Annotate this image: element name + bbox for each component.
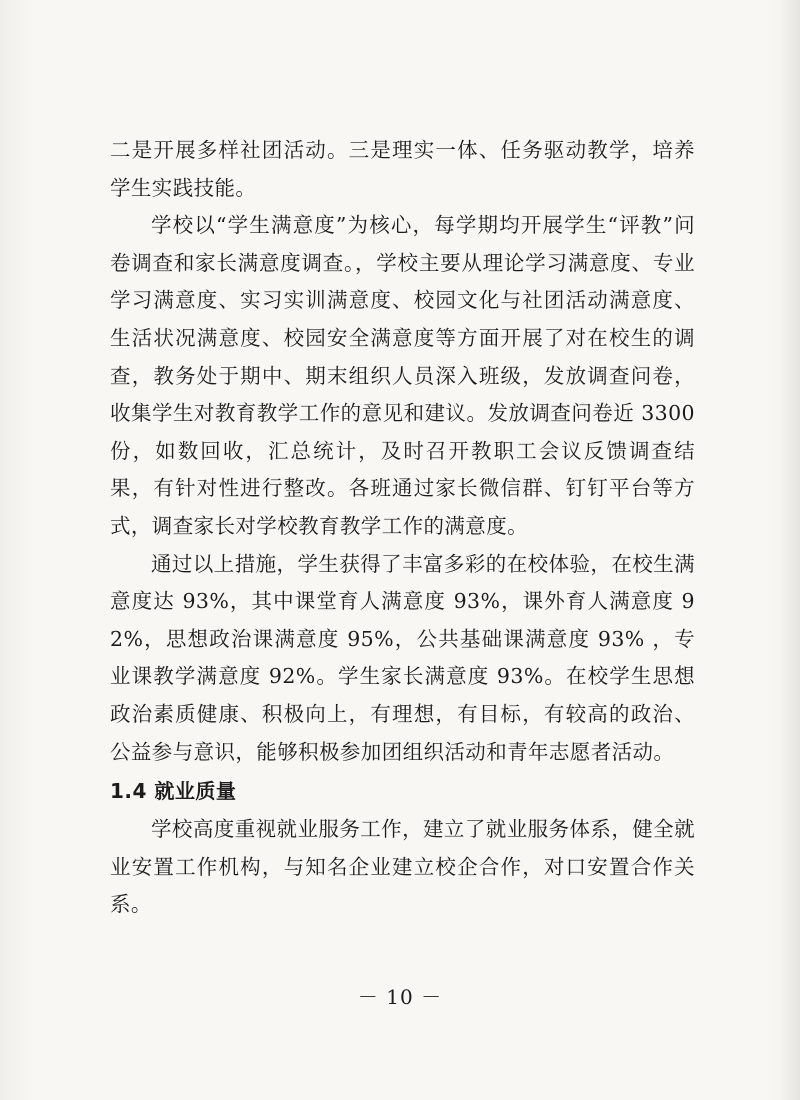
page-number: － 10 －: [357, 985, 443, 1009]
page-edge-shadow: [782, 0, 800, 1100]
document-body: [110, 132, 695, 924]
paragraph-2: 学校以“学生满意度”为核心，每学期均开展学生“评教”问卷调查和家长满意度调查。，学校主要从理论学习满意度、专业学习满意度、实习实训满意度、校园文化与社团活动满意度、生活状况满意度、校园安全满意度等方面开展了对在校生的调查，教务处于期中、期末组织人员深入班级，发放调查问卷，收集学生对教育教学工作的意见和建议。发放调查问卷近 3300 份，如数回收，汇总统计，及时召开教职工会议反馈调查结果，有针对性进行整改。各班通过家长微信群、钉钉平台等方式，调查家长对学校教育教学工作的满意度。: [110, 213, 695, 538]
section-heading: 1.4 就业质量: [110, 779, 237, 804]
paragraph-4: 学校高度重视就业服务工作，建立了就业服务体系，健全就业安置工作机构，与知名企业建立校企合作，对口安置合作关系。: [110, 817, 695, 917]
paragraph-3: 通过以上措施，学生获得了丰富多彩的在校体验，在校生满意度达 93%，其中课堂育人满意度 93%，课外育人满意度 92%，思想政治课满意度 95%，公共基础课满意度 93% ，专业课教学满意度 92%。学生家长满意度 93%。在校学生思想政治素质健康、积极向上，有理想，有目标，有较高的政治、公益参与意识，能够积极参加团组织活动和青年志愿者活动。: [110, 551, 695, 764]
paragraph-1: 二是开展多样社团活动。三是理实一体、任务驱动教学，培养学生实践技能。: [110, 138, 695, 200]
